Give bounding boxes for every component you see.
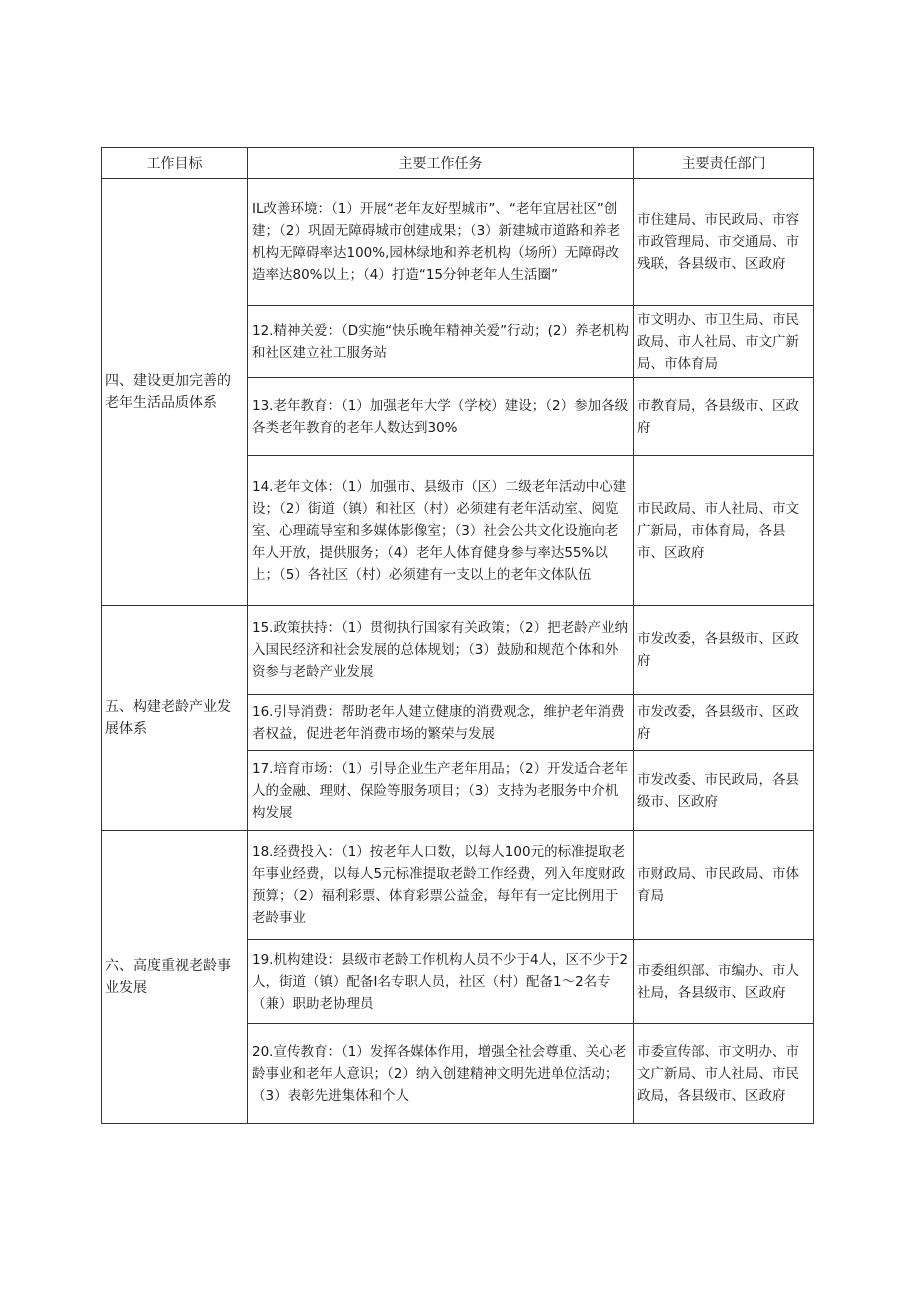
header-task: 主要工作任务	[248, 148, 634, 179]
task-column	[248, 179, 634, 606]
task-item	[248, 377, 633, 455]
task-column	[248, 606, 634, 831]
dept-item	[634, 377, 813, 455]
goal-cell: 六、高度重视老龄事业发展	[102, 831, 248, 1124]
task-text: 12.精神关爱：（D实施“快乐晚年精神关爱”行动；(2）养老机构和社区建立社工服务站	[252, 322, 629, 361]
dept-column	[634, 606, 814, 831]
task-text: 16.引导消费：帮助老年人建立健康的消费观念，维护老年消费者权益，促进老年消费市场的繁荣与发展	[252, 703, 625, 742]
task-text: IL改善环境：（1）开展“老年友好型城市”、“老年宜居社区”创建；（2）巩固无障碍城市创建成果；（3）新建城市道路和养老机构无障碍率达100%,园林绿地和养老机构（场所）无障碍改造率达80%以上；（4）打造“15分钟老年人生活圈”	[252, 201, 621, 283]
dept-text: 市发改委、市民政局，各县级市、区政府	[637, 771, 799, 810]
group-row	[102, 179, 814, 606]
dept-item	[634, 750, 813, 830]
header-goal: 工作目标	[102, 148, 248, 179]
task-column	[248, 831, 634, 1124]
dept-item	[634, 1023, 813, 1123]
group-row	[102, 606, 814, 831]
header-dept: 主要责任部门	[634, 148, 814, 179]
task-table	[101, 147, 814, 1124]
task-text: 20.宣传教育：（1）发挥各媒体作用，增强全社会尊重、关心老龄事业和老年人意识；（2）纳入创建精神文明先进单位活动；（3）表彰先进集体和个人	[252, 1043, 627, 1104]
goal-cell: 五、构建老龄产业发展体系	[102, 606, 248, 831]
dept-text: 市委宣传部、市文明办、市文广新局、市人社局、市民政局，各县级市、区政府	[637, 1043, 799, 1104]
task-text: 14.老年文体：（1）加强市、县级市（区）二级老年活动中心建设；（2）街道（镇）和社区（村）必须建有老年活动室、阅览室、心理疏导室和多媒体影像室；（3）社会公共文化设施向老年人开放，提供服务；（4）老年人体育健身参与率达55%以上；（5）各社区（村）必须建有一支以上的老年文体队伍	[252, 478, 627, 583]
header-row	[102, 148, 814, 179]
task-item	[248, 455, 633, 605]
dept-text: 市民政局、市人社局、市文广新局，市体育局，各县市、区政府	[637, 500, 799, 561]
dept-text: 市住建局、市民政局、市容市政管理局、市交通局、市残联，各县级市、区政府	[637, 212, 799, 272]
task-item	[248, 606, 633, 694]
dept-item	[634, 694, 813, 750]
dept-text: 市财政局、市民政局、市体育局	[637, 866, 799, 904]
dept-column	[634, 831, 814, 1124]
dept-text: 市教育局，各县级市、区政府	[637, 397, 799, 436]
goal-cell: 四、建设更加完善的老年生活品质体系	[102, 179, 248, 606]
dept-item	[634, 831, 813, 939]
dept-text: 市发改委，各县级市、区政府	[637, 631, 799, 669]
dept-item	[634, 606, 813, 694]
dept-text: 市委组织部、市编办、市人社局，各县级市、区政府	[637, 962, 799, 1001]
dept-text: 市文明办、市卫生局、市民政局、市人社局、市文广新局、市体育局	[637, 311, 799, 372]
task-text: 13.老年教育：（1）加强老年大学（学校）建设；（2）参加各级各类老年教育的老年人数达到30%	[252, 397, 629, 436]
task-item	[248, 305, 633, 377]
task-text: 15.政策扶持：（1）贯彻执行国家有关政策；（2）把老龄产业纳入国民经济和社会发展的总体规划；（3）鼓励和规范个体和外资参与老龄产业发展	[252, 620, 629, 680]
task-item	[248, 831, 633, 939]
task-item	[248, 939, 633, 1023]
task-text: 18.经费投入：（1）按老年人口数，以每人100元的标准提取老年事业经费，以每人5元标准提取老龄工作经费，列入年度财政预算；（2）福利彩票、体育彩票公益金，每年有一定比例用于老龄事业	[252, 844, 626, 926]
task-item	[248, 750, 633, 830]
dept-item	[634, 305, 813, 377]
task-text: 17.培育市场：（1）引导企业生产老年用品；（2）开发适合老年人的金融、理财、保险等服务项目；（3）支持为老服务中介机构发展	[252, 760, 629, 821]
task-text: 19.机构建设：县级市老龄工作机构人员不少于4人，区不少于2人，街道（镇）配备I名专职人员，社区（村）配备1〜2名专（兼）职助老协理员	[252, 951, 629, 1012]
dept-column	[634, 179, 814, 606]
task-item	[248, 179, 633, 305]
dept-item	[634, 179, 813, 305]
dept-item	[634, 939, 813, 1023]
dept-item	[634, 455, 813, 605]
group-row	[102, 831, 814, 1124]
task-item	[248, 694, 633, 750]
dept-text: 市发改委，各县级市、区政府	[637, 703, 799, 742]
task-item	[248, 1023, 633, 1123]
